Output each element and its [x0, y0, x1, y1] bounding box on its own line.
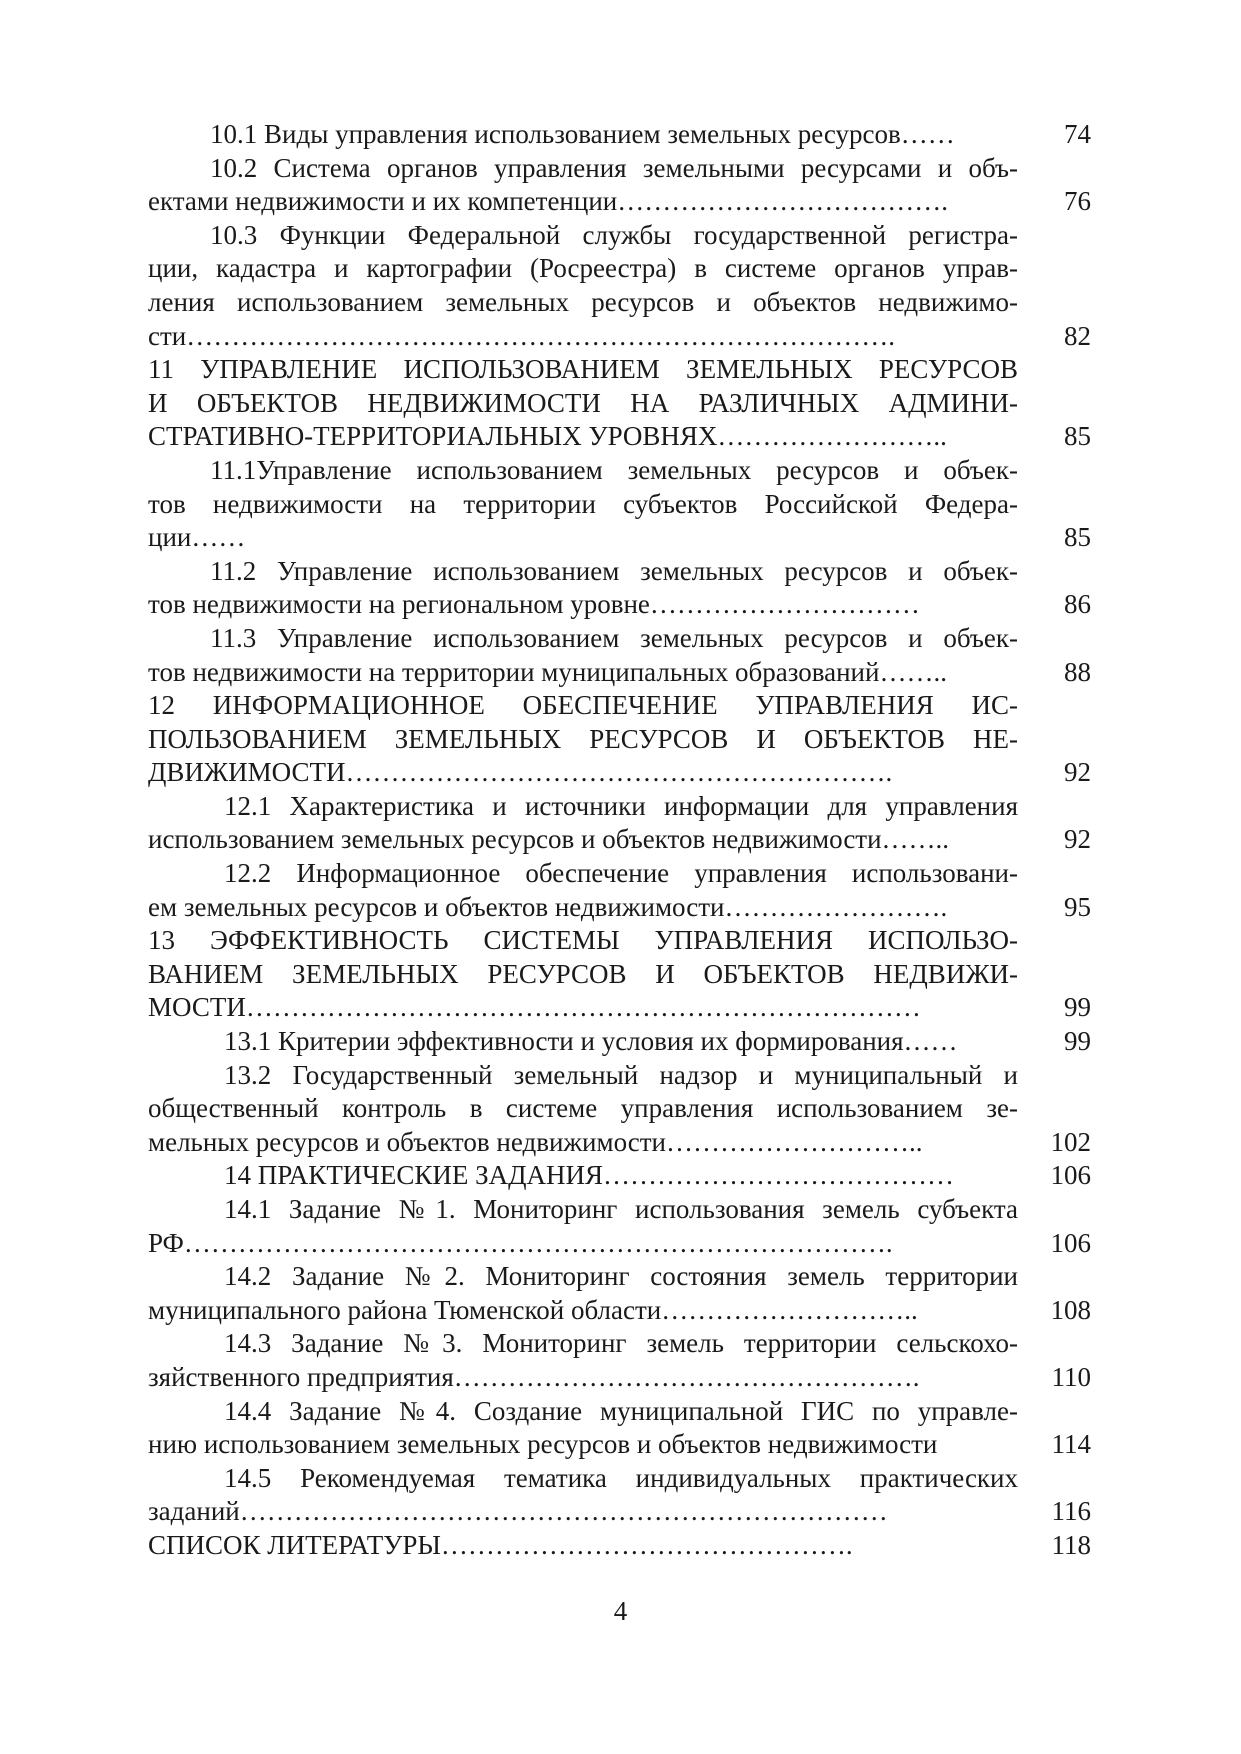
- toc-page-number: 85: [1064, 522, 1091, 553]
- toc-chapter-title-cont: ВАНИЕМ ЗЕМЕЛЬНЫХ РЕСУРСОВ И ОБЪЕКТОВ НЕДВИЖИ-: [148, 958, 1018, 989]
- toc-entry-title: 12.1 Характеристика и источники информации для управления: [224, 790, 1018, 821]
- toc-page-number: 106: [1050, 1227, 1091, 1258]
- toc-entry-title-cont: ектами недвижимости и их компетенции……………………………….: [148, 186, 948, 217]
- toc-chapter-title-cont: СТРАТИВНО-ТЕРРИТОРИАЛЬНЫХ УРОВНЯХ……………………..: [148, 421, 947, 452]
- toc-entry-10-1: [148, 118, 1091, 152]
- toc-page-number: 114: [1051, 1429, 1091, 1460]
- toc-page-number: 85: [1064, 421, 1091, 452]
- toc-page-number: 106: [1050, 1160, 1091, 1191]
- toc-entry-title-cont: заданий………………………………………………………………: [148, 1496, 888, 1527]
- toc-entry-title: 14.3 Задание №3. Мониторинг земель территории сельскохо-: [224, 1328, 1018, 1359]
- toc-entry-title: 11.1Управление использованием земельных ресурсов и объек-: [210, 454, 1018, 485]
- toc-entry-10-3: [148, 219, 1091, 353]
- toc-entry-11-3: [148, 622, 1091, 689]
- toc-entry-14-2: [148, 1260, 1091, 1327]
- toc-entry-10-2: [148, 152, 1091, 219]
- toc-entry-title-cont: ции……: [148, 522, 246, 553]
- toc-entry-11-2: [148, 555, 1091, 622]
- toc-chapter-title: 12 ИНФОРМАЦИОННОЕ ОБЕСПЕЧЕНИЕ УПРАВЛЕНИЯ ИС-: [148, 690, 1018, 721]
- toc-chapter-title: 14 ПРАКТИЧЕСКИЕ ЗАДАНИЯ…………………………………: [224, 1160, 955, 1191]
- toc-page-number: 76: [1064, 186, 1091, 217]
- toc-entry-title: 12.2 Информационное обеспечение управления использовани-: [224, 858, 1018, 889]
- toc-entry-title-cont: РФ…………………………………………………………………….: [148, 1227, 893, 1258]
- toc-entry-title-cont: общественный контроль в системе управления использованием зе-: [148, 1093, 1018, 1124]
- toc-entry-13: [148, 924, 1091, 1025]
- toc-entry-title: 10.3 Функции Федеральной службы государственной регистра-: [210, 219, 1018, 250]
- toc-entry-title: 13.2 Государственный земельный надзор и муниципальный и: [224, 1059, 1018, 1090]
- toc-page-number: 92: [1064, 757, 1091, 788]
- toc-page-number: 99: [1064, 1026, 1091, 1057]
- toc-chapter-title: 11 УПРАВЛЕНИЕ ИСПОЛЬЗОВАНИЕМ ЗЕМЕЛЬНЫХ РЕСУРСОВ: [148, 354, 1018, 385]
- toc-entry-14-3: [148, 1327, 1091, 1394]
- toc-entry-title: 11.3 Управление использованием земельных ресурсов и объек-: [210, 622, 1018, 653]
- toc-page-number: 74: [1064, 119, 1091, 149]
- toc-entry-title-cont: нию использованием земельных ресурсов и объектов недвижимости: [148, 1429, 938, 1460]
- toc-entry-title-cont: мельных ресурсов и объектов недвижимости………………………..: [148, 1126, 923, 1157]
- toc-entry-title-cont: муниципального района Тюменской области………………………..: [148, 1294, 918, 1325]
- toc-entry-12-1: [148, 790, 1091, 857]
- toc-entry-title: 10.1 Виды управления использованием земельных ресурсов……: [210, 119, 955, 149]
- page-number: 4: [613, 1596, 628, 1626]
- toc-entry-12-2: [148, 857, 1091, 924]
- toc-entry-title: 14.2 Задание №2. Мониторинг состояния земель территории: [224, 1261, 1018, 1292]
- toc-entry-title: 13.1 Критерии эффективности и условия их формирования……: [224, 1026, 958, 1057]
- toc-entry-title-cont: ции, кадастра и картографии (Росреестра) в системе органов управ-: [148, 253, 1018, 284]
- toc-entry-title: 14.1 Задание №1. Мониторинг использования земель субъекта: [224, 1194, 1018, 1224]
- toc-entry-title-cont: ления использованием земельных ресурсов и объектов недвижимо-: [148, 286, 1018, 317]
- toc-entry-title-cont: тов недвижимости на региональном уровне…………………………: [148, 589, 920, 620]
- toc-page-number: 92: [1064, 824, 1091, 855]
- toc-entry-13-2: [148, 1059, 1091, 1160]
- table-of-contents: [148, 118, 1091, 1563]
- toc-page-number: 108: [1050, 1294, 1091, 1325]
- toc-entry-13-1: [148, 1025, 1091, 1059]
- toc-entry-title-cont: ем земельных ресурсов и объектов недвижимости…………………….: [148, 891, 948, 922]
- toc-chapter-title-cont: МОСТИ…………………………………………………………………: [148, 992, 921, 1023]
- toc-chapter-title: СПИСОК ЛИТЕРАТУРЫ……………………………………….: [148, 1529, 853, 1560]
- toc-page-number: 110: [1051, 1361, 1091, 1392]
- toc-page-number: 95: [1064, 891, 1091, 922]
- toc-chapter-title: 13 ЭФФЕКТИВНОСТЬ СИСТЕМЫ УПРАВЛЕНИЯ ИСПОЛЬЗО-: [148, 925, 1018, 956]
- toc-entry-11: [148, 353, 1091, 454]
- toc-entry-14: [148, 1159, 1091, 1193]
- toc-entry-12: [148, 689, 1091, 790]
- toc-entry-title: 10.2 Система органов управления земельными ресурсами и объ-: [210, 152, 1018, 183]
- toc-chapter-title-cont: И ОБЪЕКТОВ НЕДВИЖИМОСТИ НА РАЗЛИЧНЫХ АДМИНИ-: [148, 387, 1018, 418]
- toc-page-number: 88: [1064, 656, 1091, 687]
- toc-entry-title-cont: зяйственного предприятия…………………………………………….: [148, 1361, 920, 1392]
- toc-page-number: 82: [1064, 320, 1091, 351]
- toc-page-number: 99: [1064, 992, 1091, 1023]
- toc-entry-title-cont: тов недвижимости на территории субъектов Российской Федера-: [148, 488, 1018, 519]
- toc-entry-title-cont: использованием земельных ресурсов и объектов недвижимости……..: [148, 824, 950, 855]
- toc-chapter-title-cont: ДВИЖИМОСТИ…………………………………………………….: [148, 757, 893, 788]
- toc-page-number: 116: [1051, 1496, 1091, 1527]
- toc-entry-14-5: [148, 1462, 1091, 1529]
- toc-page-number: 102: [1050, 1126, 1091, 1157]
- toc-entry-title: 14.5 Рекомендуемая тематика индивидуальных практических: [224, 1462, 1018, 1493]
- toc-entry-title: 11.2 Управление использованием земельных ресурсов и объек-: [210, 555, 1018, 586]
- toc-page-number: 86: [1064, 589, 1091, 620]
- toc-page-number: 118: [1051, 1529, 1091, 1560]
- toc-entry-14-1: [148, 1193, 1091, 1260]
- toc-entry-11-1: [148, 454, 1091, 555]
- toc-entry-14-4: [148, 1395, 1091, 1462]
- toc-entry-title-cont: сти…………………………………………………………………….: [148, 320, 895, 351]
- toc-entry-title: 14.4 Задание №4. Создание муниципальной ГИС по управле-: [224, 1395, 1018, 1426]
- toc-chapter-title-cont: ПОЛЬЗОВАНИЕМ ЗЕМЕЛЬНЫХ РЕСУРСОВ И ОБЪЕКТОВ НЕ-: [148, 723, 1018, 754]
- toc-entry-bibliography: [148, 1529, 1091, 1563]
- toc-entry-title-cont: тов недвижимости на территории муниципальных образований……..: [148, 656, 947, 687]
